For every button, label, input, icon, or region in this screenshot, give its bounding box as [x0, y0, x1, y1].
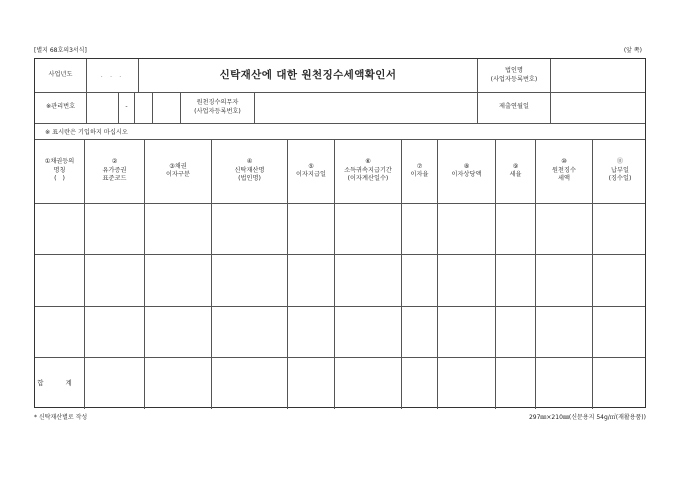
- column-header-interest-amount: ⑧ 이자상당액: [438, 139, 496, 203]
- column-header-withholding-tax: ⑩ 원천징수 세액: [536, 139, 593, 203]
- column-divider: [334, 357, 335, 409]
- header-row: [35, 59, 645, 93]
- management-number-label: ※관리번호: [35, 92, 87, 123]
- column-divider: [144, 203, 145, 254]
- fold-indicator: (앞 쪽): [623, 47, 642, 54]
- column-divider: [84, 254, 85, 306]
- form-title: 신탁재산에 대한 원천징수세액확인서: [139, 59, 478, 92]
- column-divider: [334, 254, 335, 306]
- column-divider: [334, 203, 335, 254]
- column-divider: [401, 254, 402, 306]
- management-number-part3[interactable]: [153, 92, 181, 123]
- total-label: 합 계: [35, 357, 85, 409]
- column-divider: [211, 254, 212, 306]
- column-divider: [592, 357, 593, 409]
- column-header-interest-type: ③채권 이자구분: [145, 139, 212, 203]
- column-divider: [144, 357, 145, 409]
- column-divider: [535, 254, 536, 306]
- column-divider: [287, 306, 288, 357]
- column-divider: [592, 203, 593, 254]
- column-divider: [401, 306, 402, 357]
- column-divider: [495, 306, 496, 357]
- management-number-part1[interactable]: [87, 92, 119, 123]
- column-divider: [535, 203, 536, 254]
- column-divider: [592, 254, 593, 306]
- year-dots: . . .: [101, 72, 124, 79]
- column-divider: [84, 203, 85, 254]
- column-header-payment-day: ⑪ 납부일 (징수일): [608, 158, 632, 183]
- submission-date-label: 제출연월일: [478, 92, 551, 123]
- column-header-payment-date: ⑤ 이자지급일: [288, 139, 335, 203]
- year-label: 사업년도: [35, 59, 87, 92]
- column-header-trust-name: ④ 신탁재산명 (법인명): [212, 139, 288, 203]
- column-divider: [287, 357, 288, 409]
- column-divider: [437, 306, 438, 357]
- paper-spec: 297㎜×210㎜(신문용지 54g/㎡(재활용품)): [528, 414, 646, 421]
- management-number-part2[interactable]: [135, 92, 153, 123]
- column-divider: [211, 306, 212, 357]
- column-header-row: [35, 139, 645, 204]
- withholder-value[interactable]: [255, 92, 478, 123]
- column-divider: [334, 306, 335, 357]
- note-text: ※ 표시란은 기입하지 마십시오: [45, 128, 128, 136]
- corp-name-value[interactable]: [551, 59, 647, 92]
- table-row[interactable]: [35, 306, 645, 358]
- column-divider: [495, 357, 496, 409]
- column-divider: [437, 357, 438, 409]
- certificate-form: [34, 58, 646, 408]
- column-divider: [401, 357, 402, 409]
- column-divider: [211, 357, 212, 409]
- table-row[interactable]: [35, 203, 645, 255]
- column-header-security-code: ② 유가증권 표준코드: [85, 139, 145, 203]
- column-divider: [535, 306, 536, 357]
- footer-note: * 신탁재산별로 작성: [34, 414, 88, 421]
- year-value[interactable]: [87, 59, 139, 92]
- column-divider: [287, 254, 288, 306]
- column-divider: [144, 254, 145, 306]
- column-divider: [401, 203, 402, 254]
- column-header-interest-rate: ⑦ 이자율: [402, 139, 438, 203]
- column-divider: [535, 357, 536, 409]
- column-divider: [495, 254, 496, 306]
- column-divider: [592, 306, 593, 357]
- management-row: [35, 92, 645, 124]
- column-header-tax-rate: ⑨ 세율: [496, 139, 536, 203]
- note-row: [35, 123, 645, 140]
- form-number: [별지 68호의3서식]: [34, 47, 87, 54]
- column-divider: [437, 254, 438, 306]
- column-divider: [144, 306, 145, 357]
- column-header-period: ⑥ 소득귀속지급기간 (이자계산일수): [335, 139, 402, 203]
- column-divider: [84, 306, 85, 357]
- column-header-bond-name: ①채권등의 명칭 ( ): [35, 139, 85, 203]
- column-divider: [495, 203, 496, 254]
- column-divider: [211, 203, 212, 254]
- management-number-dash: -: [119, 92, 135, 123]
- corp-name-label: 법인명 (사업자등록번호): [478, 59, 551, 92]
- column-divider: [287, 203, 288, 254]
- column-divider: [437, 203, 438, 254]
- total-row: [35, 357, 645, 409]
- submission-date-value[interactable]: [551, 92, 647, 123]
- table-row[interactable]: [35, 254, 645, 307]
- withholder-label: 원천징수의무자 (사업자등록번호): [181, 92, 255, 123]
